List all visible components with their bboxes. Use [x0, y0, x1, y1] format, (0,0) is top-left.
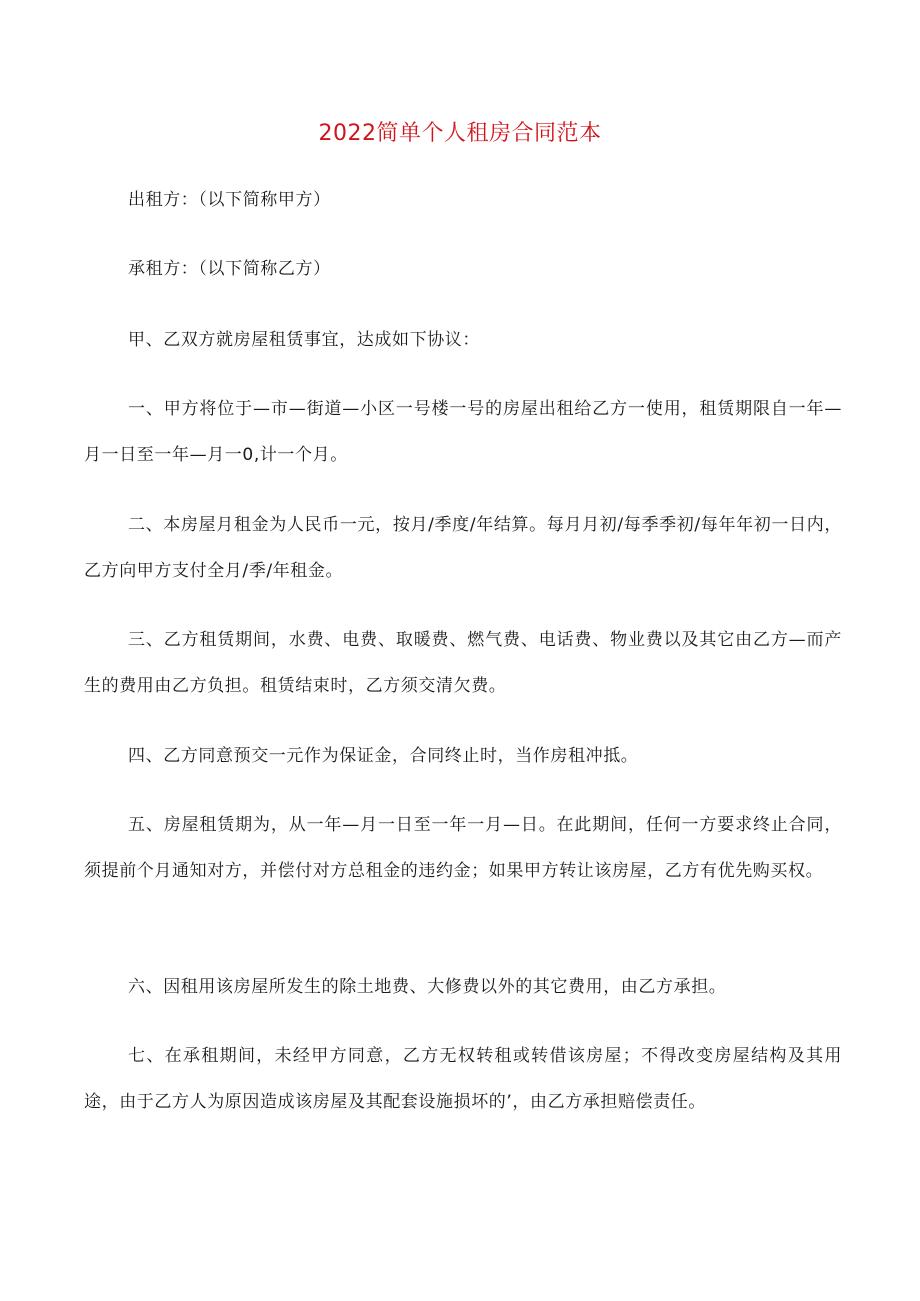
lessor-line: 出租方：（以下简称甲方）	[128, 190, 331, 210]
lessee-line: 承租方：（以下简称乙方）	[128, 259, 331, 279]
clause-5: 五、房屋租赁期为，从一年—月一日至一年一月—日。在此期间，任何一方要求终止合同，须提前个月通知对方，并偿付对方总租金的违约金；如果甲方转让该房屋，乙方有优先购买权。	[84, 815, 842, 881]
clause-7: 七、在承租期间，未经甲方同意，乙方无权转租或转借该房屋；不得改变房屋结构及其用途，由于乙方人为原因造成该房屋及其配套设施损坏的’，由乙方承担赔偿责任。	[84, 1046, 842, 1112]
clause-2: 二、本房屋月租金为人民币一元，按月/季度/年结算。每月月初/每季季初/每年年初一日内，乙方向甲方支付全月/季/年租金。	[84, 515, 842, 581]
intro-paragraph: 甲、乙双方就房屋租赁事宜，达成如下协议：	[128, 330, 480, 350]
clause-1: 一、甲方将位于—市—街道—小区一号楼一号的房屋出租给乙方一使用，租赁期限自一年—月一日至一年—月一0,计一个月。	[84, 399, 842, 465]
document-title: 2022简单个人租房合同范本	[318, 121, 602, 146]
clause-4: 四、乙方同意预交一元作为保证金，合同终止时，当作房租冲抵。	[128, 746, 639, 766]
clause-6: 六、因租用该房屋所发生的除土地费、大修费以外的其它费用，由乙方承担。	[128, 977, 727, 997]
clause-3: 三、乙方租赁期间，水费、电费、取暖费、燃气费、电话费、物业费以及其它由乙方—而产生的费用由乙方负担。租赁结束时，乙方须交清欠费。	[84, 630, 842, 696]
